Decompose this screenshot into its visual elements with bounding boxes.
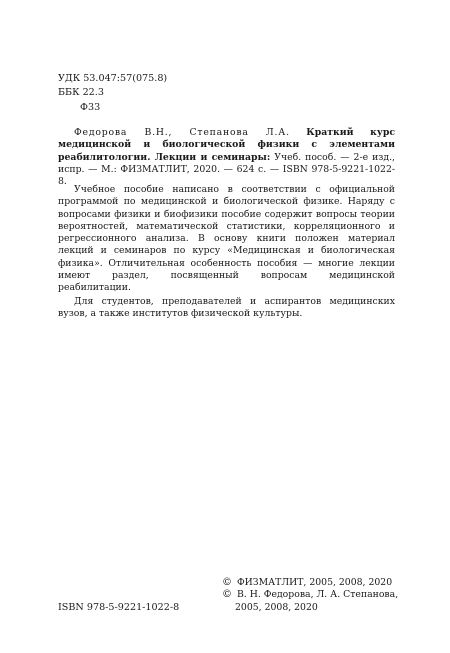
copyright-authors (222, 589, 398, 601)
record-details: Учеб. пособ. — 2-е изд., испр. — М.: ФИЗМАТЛИТ, 2020. — 624 с. — ISBN 978-5-9221-1022-8. (58, 151, 395, 188)
copyright-icon: © (222, 589, 232, 601)
copyright-block (222, 577, 398, 614)
classification-codes (58, 72, 167, 115)
annotation-paragraph: Учебное пособие написано в соответствии с официальной программой по медицинской и биологической физике. Наряду с вопросами физики и биофизики пособие содержит вопросы теории вероятностей, математической статистики, корреляционного и регрессионного анализа. В основу книги положен материал лекций и семинаров по курсу «Медицинская и биологическая физика». Отличительная особенность пособия — многие лекции имеют раздел, посвященный вопросам медицинской реабилитации. (58, 184, 395, 294)
audience-paragraph: Для студентов, преподавателей и аспирантов медицинских вузов, а также институтов физической культуры. (58, 295, 395, 319)
copyright-authors-years: 2005, 2008, 2020 (235, 601, 318, 613)
bbk-code: ББК 22.3 (58, 87, 104, 99)
bibliographic-record (58, 127, 395, 188)
record-title: Краткий курс медицинской и биологической физики с элементами реабилитологии. Лекции и семинары: (58, 127, 396, 163)
copyright-authors-text: В. Н. Федорова, Л. А. Степанова, (236, 589, 399, 601)
isbn-number: ISBN 978-5-9221-1022-8 (58, 602, 180, 613)
copyright-publisher (222, 577, 398, 589)
author-mark: Ф33 (80, 101, 101, 113)
record-authors: Федорова В.Н., Степанова Л.А. (74, 127, 290, 138)
annotation (58, 184, 395, 320)
copyright-publisher-text: ФИЗМАТЛИТ, 2005, 2008, 2020 (236, 577, 393, 588)
udc-code: УДК 53.047:57(075.8) (58, 73, 168, 84)
copyright-icon: © (222, 577, 232, 588)
